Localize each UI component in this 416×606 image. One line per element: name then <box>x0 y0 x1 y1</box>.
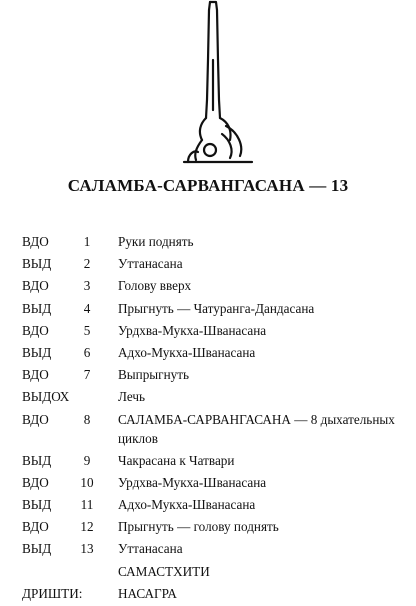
step-action: Адхо-Мукха-Шванасана <box>118 344 256 360</box>
drishti-value: НАСАГРА <box>118 585 177 601</box>
drishti-label: ДРИШТИ: <box>22 585 83 601</box>
step-action-block <box>118 410 412 448</box>
list-item <box>22 495 412 514</box>
list-item <box>22 343 412 362</box>
breath-label: ВДО <box>22 234 49 249</box>
breath-label: ВДО <box>22 474 49 490</box>
step-number: 6 <box>83 344 91 360</box>
breath-label: ВЫДОХ <box>22 389 70 405</box>
step-action: САМАСТХИТИ <box>118 563 210 579</box>
list-item <box>22 232 412 251</box>
step-number: 10 <box>80 474 94 490</box>
breath-label: ВДО <box>22 278 49 294</box>
step-action: Прыгнуть — Чатуранга-Дандасана <box>118 300 315 316</box>
breath-label: ВДО <box>22 322 49 338</box>
list-item <box>22 517 412 536</box>
step-action: Прыгнуть — голову поднять <box>118 519 279 535</box>
step-number: 13 <box>80 541 94 557</box>
step-number: 12 <box>80 519 94 535</box>
step-action: Уттанасана <box>118 541 183 557</box>
list-item <box>22 451 412 470</box>
list-item <box>22 254 412 273</box>
step-action: Руки поднять <box>118 234 194 249</box>
list-item <box>22 276 412 295</box>
step-action: Чакрасана к Чатвари <box>118 452 235 468</box>
step-number: 8 <box>83 411 91 427</box>
step-number: 4 <box>83 300 91 316</box>
breath-label: ВДО <box>22 367 49 383</box>
step-action: Выпрыгнуть <box>118 367 190 383</box>
list-item <box>22 321 412 340</box>
step-number: 7 <box>83 367 91 383</box>
step-action-continuation: циклов <box>118 430 158 446</box>
step-action: САЛАМБА-САРВАНГАСАНА — 8 дыхательных <box>118 411 395 427</box>
step-action: Лечь <box>118 389 146 405</box>
shoulderstand-pose-figure <box>170 0 260 168</box>
step-action: Адхо-Мукха-Шванасана <box>118 497 256 513</box>
breath-label: ВЫД <box>22 497 52 513</box>
step-number: 2 <box>83 256 91 272</box>
page-title: САЛАМБА-САРВАНГАСАНА — 13 <box>67 176 349 195</box>
step-number: 9 <box>83 452 91 468</box>
step-action: Урдхва-Мукха-Шванасана <box>118 474 267 490</box>
step-number: 3 <box>83 278 91 294</box>
list-item <box>22 387 412 406</box>
step-action: Уттанасана <box>118 256 183 272</box>
breath-label: ВЫД <box>22 300 52 316</box>
step-number: 1 <box>83 234 91 249</box>
step-action: Голову вверх <box>118 278 192 294</box>
breath-label: ВДО <box>22 519 49 535</box>
breath-label: ВДО <box>22 411 49 427</box>
step-number: 11 <box>80 497 94 513</box>
list-item <box>22 365 412 384</box>
step-action: Урдхва-Мукха-Шванасана <box>118 322 267 338</box>
list-item <box>22 539 412 558</box>
breath-label: ВЫД <box>22 256 52 272</box>
list-item <box>22 410 412 448</box>
breath-label: ВЫД <box>22 344 52 360</box>
list-item <box>22 473 412 492</box>
step-number: 5 <box>83 322 91 338</box>
vinyasa-sequence-list <box>22 232 412 606</box>
breath-label: ВЫД <box>22 452 52 468</box>
list-item <box>22 299 412 318</box>
list-item <box>22 562 412 581</box>
breath-label: ВЫД <box>22 541 52 557</box>
